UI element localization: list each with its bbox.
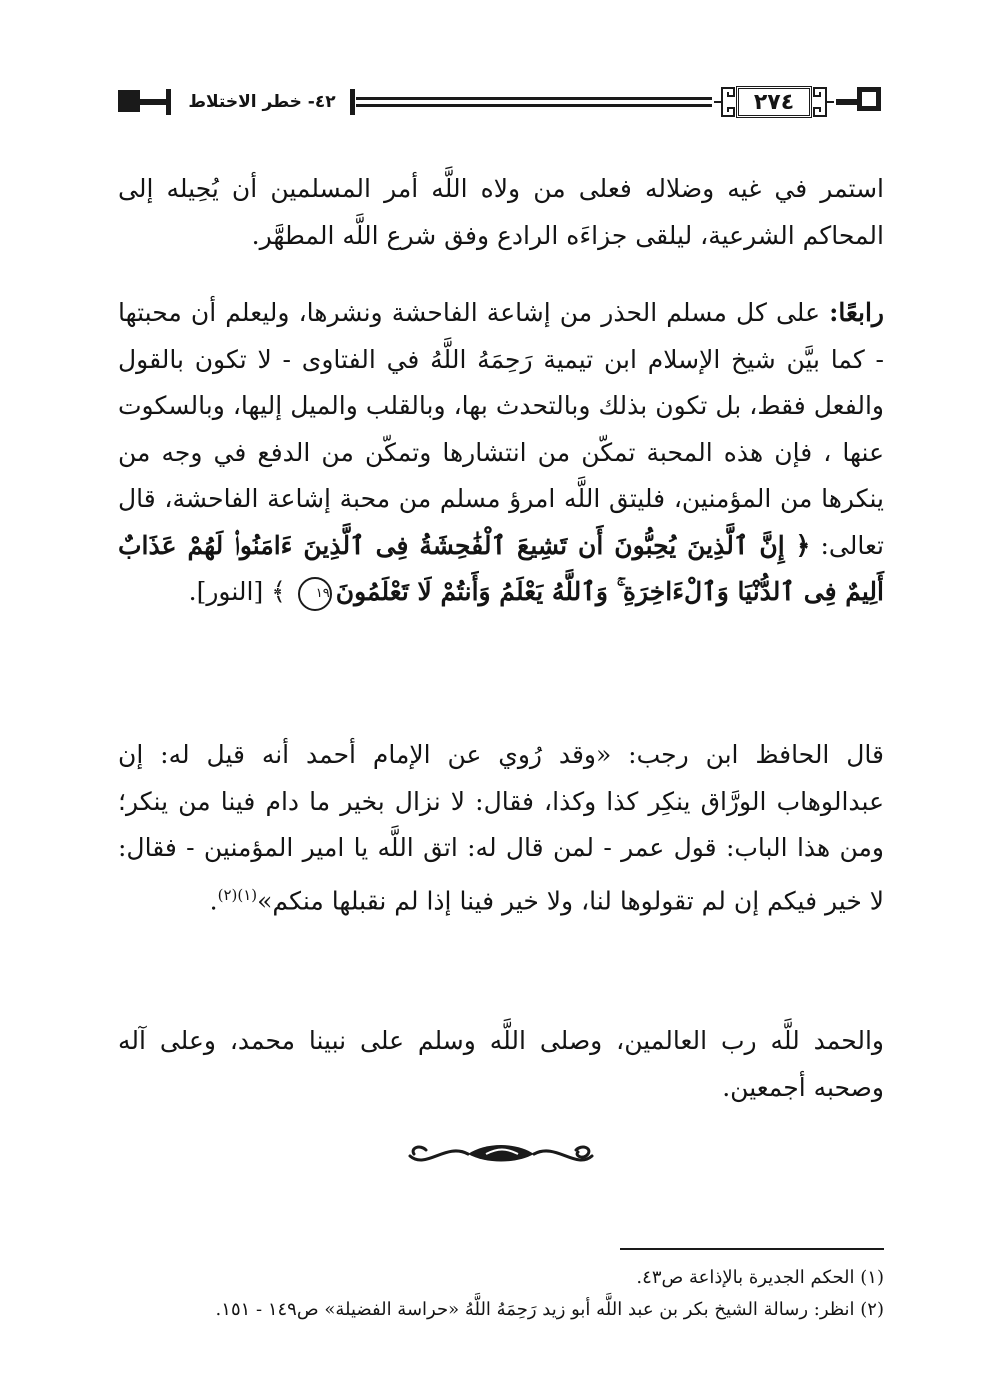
header-rule-top — [356, 97, 712, 100]
header-right-square — [857, 87, 881, 111]
paragraph-1: استمر في غيه وضلاله فعلى من ولاه اللَّه أمر المسلمين أن يُحِيله إلى المحاكم الشرعية، ليلقى جزاءَه الرادع وفق شرع اللَّه المطهَّر. — [118, 174, 884, 250]
header-left-square — [118, 90, 140, 112]
quran-closing: ﴾ [النور]. — [188, 577, 294, 606]
section-lead: رابعًا: — [829, 298, 884, 327]
footnote-1: (١) الحكم الجديرة بالإذاعة ص٤٣. — [636, 1267, 884, 1288]
footnote-divider — [620, 1248, 884, 1250]
ayah-number-icon: ١٩ — [298, 577, 332, 611]
header-rule-left — [140, 99, 166, 105]
chapter-title: ٤٢- خطر الاختلاط — [178, 88, 346, 116]
calligraphic-ornament-icon — [406, 1140, 596, 1170]
header-mid-bar — [350, 89, 355, 115]
header-rule-bottom — [356, 104, 712, 107]
page-number-frame — [712, 80, 836, 124]
paragraph-2 — [118, 290, 884, 616]
quran-verse: ﴿ إِنَّ ٱلَّذِينَ يُحِبُّونَ أَن تَشِيعَ ٱلْفَٰحِشَةُ فِى ٱلَّذِينَ ءَامَنُوا۟ لَهُمْ عَذَابٌ أَلِيمٌ فِى ٱلدُّنْيَا وَٱلْءَاخِرَةِ ۚ وَٱللَّهُ يَعْلَمُ وَأَنتُمْ لَا تَعْلَمُونَ — [118, 530, 884, 606]
paragraph-2-text: على كل مسلم الحذر من إشاعة الفاحشة ونشرها، وليعلم أن محبتها - كما بيَّن شيخ الإسلام ابن تيمية رَحِمَهُ اللَّهُ في الفتاوى - لا تكون بالقول والفعل فقط، بل تكون بذلك وبالتحدث بها، وبالقلب والميل إليها، وبالسكوت عنها ، فإن هذه المحبة تمكّن من انتشارها وتمكّن من الدفع في وجه من ينكرها من المؤمنين، فليتق اللَّه امرؤ مسلم من محبة إشاعة الفاحشة، قال تعالى: — [118, 298, 884, 560]
paragraph-3-text: قال الحافظ ابن رجب: «وقد رُوي عن الإمام أحمد أنه قيل له: إن عبدالوهاب الورَّاق ينكِر كذا وكذا، فقال: لا نزال بخير ما دام فينا من ينكر؛ ومن هذا الباب: قول عمر - لمن قال له: اتق اللَّه يا امير المؤمنين - فقال: لا خير فيكم إن لم تقولوها لنا، ولا خير فينا إذا لم نقبلها منكم» — [118, 740, 884, 915]
page-number: ٢٧٤ — [736, 86, 812, 118]
header-rule-right — [836, 99, 857, 105]
header-left-bar — [166, 89, 171, 115]
paragraph-4: والحمد للَّه رب العالمين، وصلى اللَّه وسلم على نبينا محمد، وعلى آله وصحبه أجمعين. — [118, 1026, 884, 1102]
paragraph-3-end: . — [209, 885, 218, 915]
footnote-2: (٢) انظر: رسالة الشيخ بكر بن عبد اللَّه أبو زيد رَحِمَهُ اللَّهُ «حراسة الفضيلة» ص١٤٩ - ١٥١. — [215, 1299, 884, 1320]
paragraph-3 — [118, 732, 884, 924]
footnote-refs: (١)(٢) — [217, 885, 258, 904]
